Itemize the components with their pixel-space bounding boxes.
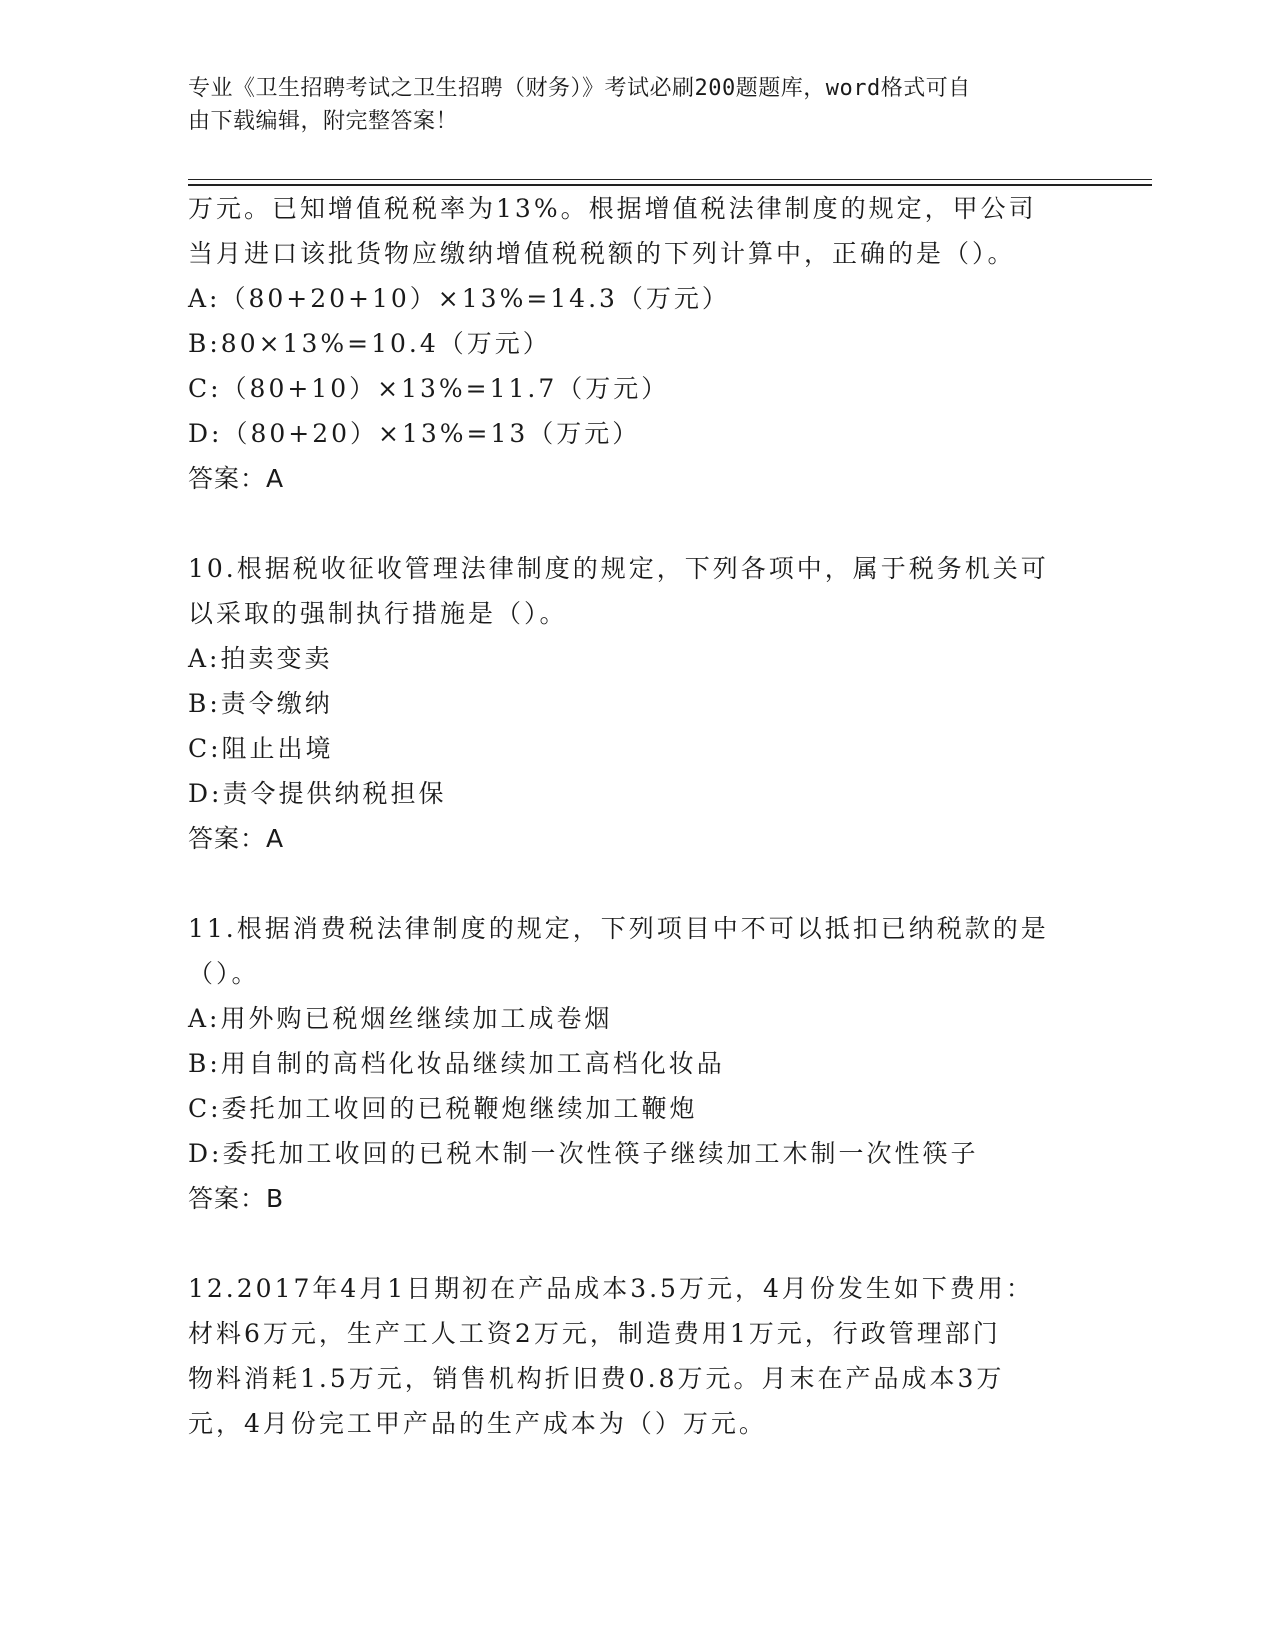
- header-title-line-2: 由下载编辑，附完整答案！: [188, 109, 459, 134]
- question-text-line: 当月进口该批货物应缴纳增值税税额的下列计算中，正确的是（）。: [188, 239, 1016, 268]
- question-text-line: 以采取的强制执行措施是（）。: [188, 599, 568, 628]
- question-text-line: 元，4月份完工甲产品的生产成本为（）万元。: [188, 1409, 767, 1438]
- page-header: [188, 72, 1088, 138]
- question-text-line: 11.根据消费税法律制度的规定，下列项目中不可以抵扣已纳税款的是: [188, 914, 1049, 943]
- question-text-line: （）。: [188, 959, 260, 988]
- option-b: B:责令缴纳: [188, 689, 333, 718]
- header-divider-thin: [188, 179, 1152, 180]
- option-c: C:阻止出境: [188, 734, 334, 763]
- answer: 答案：A: [188, 464, 285, 493]
- option-d: D:（80+20）×13%=13（万元）: [188, 419, 641, 448]
- spacer: [188, 501, 1088, 546]
- header-title-line-1: 专业《卫生招聘考试之卫生招聘（财务）》考试必刷200题题库，word格式可自: [188, 76, 971, 101]
- question-text-line: 材料6万元，生产工人工资2万元，制造费用1万元，行政管理部门: [188, 1319, 1001, 1348]
- option-a: A:（80+20+10）×13%=14.3（万元）: [188, 284, 730, 313]
- option-d: D:责令提供纳税担保: [188, 779, 447, 808]
- question-9-continued: [188, 186, 1088, 501]
- question-text-line: 物料消耗1.5万元，销售机构折旧费0.8万元。月末在产品成本3万: [188, 1364, 1005, 1393]
- question-12: [188, 1266, 1088, 1446]
- question-text-line: 万元。已知增值税税率为13%。根据增值税法律制度的规定，甲公司: [188, 194, 1037, 223]
- question-10: [188, 546, 1088, 861]
- answer: 答案：A: [188, 824, 285, 853]
- option-a: A:拍卖变卖: [188, 644, 333, 673]
- spacer: [188, 861, 1088, 906]
- question-text-line: 10.根据税收征收管理法律制度的规定，下列各项中，属于税务机关可: [188, 554, 1049, 583]
- option-b: B:80×13%=10.4（万元）: [188, 329, 551, 358]
- document-body: [188, 186, 1088, 1446]
- option-d: D:委托加工收回的已税木制一次性筷子继续加工木制一次性筷子: [188, 1139, 979, 1168]
- option-a: A:用外购已税烟丝继续加工成卷烟: [188, 1004, 613, 1033]
- spacer: [188, 1221, 1088, 1266]
- option-c: C:委托加工收回的已税鞭炮继续加工鞭炮: [188, 1094, 698, 1123]
- answer: 答案：B: [188, 1184, 285, 1213]
- question-11: [188, 906, 1088, 1221]
- option-c: C:（80+10）×13%=11.7（万元）: [188, 374, 670, 403]
- question-text-line: 12.2017年4月1日期初在产品成本3.5万元，4月份发生如下费用：: [188, 1274, 1034, 1303]
- option-b: B:用自制的高档化妆品继续加工高档化妆品: [188, 1049, 725, 1078]
